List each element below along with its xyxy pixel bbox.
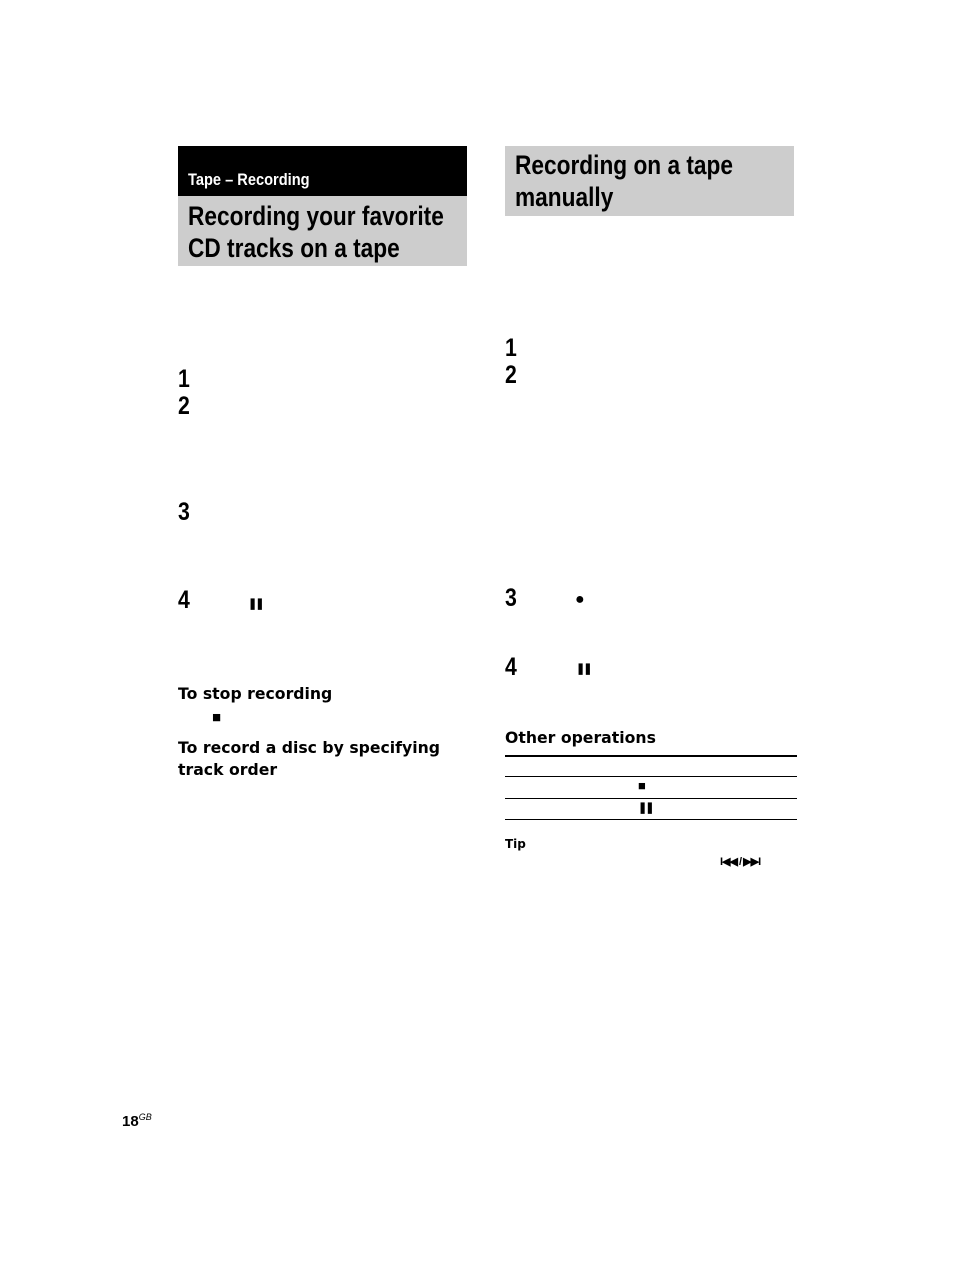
left-title-line1: Recording your favorite — [188, 201, 444, 231]
left-step-1: 1 — [178, 365, 190, 393]
record-icon: ● — [575, 591, 585, 608]
table-rule — [505, 798, 797, 799]
left-step-4: 4 — [178, 586, 190, 614]
other-operations-heading: Other operations — [505, 728, 656, 747]
record-disc-heading-line1: To record a disc by specifying — [178, 738, 440, 757]
right-title-box — [505, 146, 794, 216]
right-step-3: 3 — [505, 584, 517, 612]
right-step-2: 2 — [505, 361, 517, 389]
right-step-4: 4 — [505, 653, 517, 681]
pause-icon: ❚❚ — [576, 663, 591, 675]
page-number-suffix: GB — [138, 1112, 152, 1122]
pause-icon: ❚❚ — [638, 802, 653, 814]
table-rule — [505, 776, 797, 777]
table-top-rule — [505, 755, 797, 757]
page-number-value: 18 — [122, 1113, 139, 1130]
right-title-line1: Recording on a tape — [515, 150, 734, 180]
pause-icon: ❚❚ — [248, 598, 263, 610]
right-step-1: 1 — [505, 334, 517, 362]
left-step-2: 2 — [178, 392, 190, 420]
right-title-line2: manually — [515, 182, 614, 212]
left-title-box — [178, 196, 467, 266]
skip-icon: I◀◀ / ▶▶I — [720, 856, 761, 868]
page-number — [122, 1112, 152, 1130]
table-bottom-rule — [505, 819, 797, 820]
left-step-3: 3 — [178, 498, 190, 526]
stop-icon: ■ — [212, 709, 222, 726]
to-stop-heading: To stop recording — [178, 684, 333, 703]
section-label: Tape – Recording — [188, 170, 310, 189]
stop-icon: ■ — [638, 778, 646, 793]
left-title-line2: CD tracks on a tape — [188, 233, 400, 263]
section-label-bar — [178, 146, 467, 196]
record-disc-heading-line2: track order — [178, 760, 278, 779]
tip-label: Tip — [505, 837, 526, 851]
